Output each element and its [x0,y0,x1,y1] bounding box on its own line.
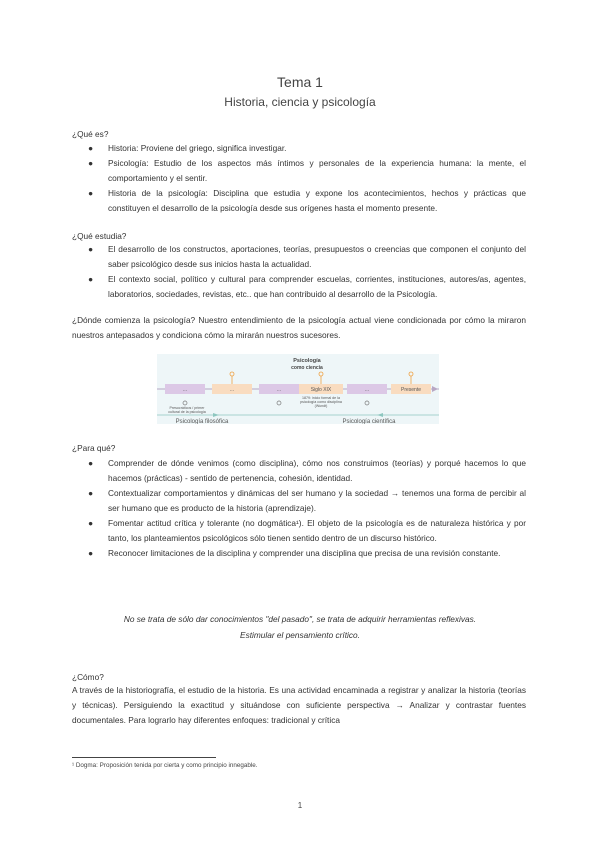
page-title: Tema 1 [277,74,323,90]
list-item: ● Fomentar actitud crítica y tolerante (no dogmática¹). El objeto de la psicología es de naturaleza histórica y por tanto, los planteamientos psicológicos sólo tienen sentido dentro de un discurso histórico. [88,518,526,543]
figure-label-left: Psicología filosófica [175,419,229,424]
list-item: ● Psicología: Estudio de los aspectos más íntimos y personales de la experiencia humana: la mente, el comportamiento y el sentir. [88,158,526,183]
list-item: ● Comprender de dónde venimos (como disciplina), cómo nos construimos (teorías) y porqué hacemos lo que hacemos (prácticas) - sentido de pertenencia, cohesión, identidad. [88,458,526,483]
quote-line-1: No se trata de sólo dar conocimientos "del pasado", se trata de adquirir herramientas reflexivas. [123,614,477,624]
page-number: 1 [297,801,303,810]
como-paragraph: A través de la historiografía, el estudio de la historia. Es una actividad encaminada a registrar y analizar la historia (teorías y técnicas). Persiguiendo la exactitud y situándose con suficiente perspectiva → Analizar y contrastar fuentes documentales. Para lograrlo hay diferentes enfoques: tradicional y crítica [72,685,526,725]
figure-label-right: Psicología científica [342,419,396,424]
list-item: ● El contexto social, político y cultural para comprender escuelas, corrientes, instituciones, autores/as, agentes, laboratorios, sociedades, revistas, etc.. que han contribuido al desarrollo de la Psicología. [88,274,526,299]
quote-line-2: Estimular el pensamiento crítico. [240,630,360,640]
figure-top-label: Psicología [293,358,321,364]
list-item: ● El desarrollo de los constructos, aportaciones, teorías, presupuestos o creencias que componen el conjunto del saber psicológico desde sus inicios hasta la actualidad. [88,244,526,269]
figure-top-label-2: como ciencia [291,365,323,371]
svg-text:Presente: Presente [400,387,422,393]
page-subtitle: Historia, ciencia y psicología [224,95,376,109]
svg-text:...: ... [182,387,188,393]
svg-text:...: ... [229,387,235,393]
section-label-que-es: ¿Qué es? [72,129,109,139]
figure-note-center: 1879: inicio formal de la psicología como disciplina (Wundt) [300,396,342,409]
figure-note-left: Presocráticos / primer cultural de la psicología [168,406,206,415]
svg-text:...: ... [276,387,282,393]
que-estudia-list [72,242,526,302]
svg-text:Siglo XIX: Siglo XIX [310,387,332,393]
section-label-como: ¿Cómo? [72,672,104,682]
psychology-timeline-figure [157,354,439,424]
list-item: ● Contextualizar comportamientos y dinámicas del ser humano y la sociedad → tenemos una forma de percibir al ser humano que es producto de la historia (aprendizaje). [88,488,526,513]
intro-paragraph: ¿Dónde comienza la psicología? Nuestro entendimiento de la psicología actual viene condicionada por cómo la miraron nuestros antepasados y condiciona cómo la mirarán nuestros sucesores. [72,315,526,340]
footnote: ¹ Dogma: Proposición tenida por cierta y como principio innegable. [72,762,258,769]
section-label-para-que: ¿Para qué? [72,443,116,453]
section-label-que-estudia: ¿Qué estudia? [72,231,127,241]
para-que-list [72,456,526,561]
svg-text:...: ... [364,387,370,393]
list-item: ● Historia de la psicología: Disciplina que estudia y expone los acontecimientos, hechos y prácticas que constituyen el desarrollo de la psicología desde sus orígenes hasta el momento presente. [88,188,526,213]
list-item: ● Reconocer limitaciones de la disciplina y comprender una disciplina que precisa de una revisión constante. [88,548,501,558]
footnote-divider [72,757,216,758]
que-es-list [72,141,526,216]
list-item: ● Historia: Proviene del griego, significa investigar. [88,143,287,153]
